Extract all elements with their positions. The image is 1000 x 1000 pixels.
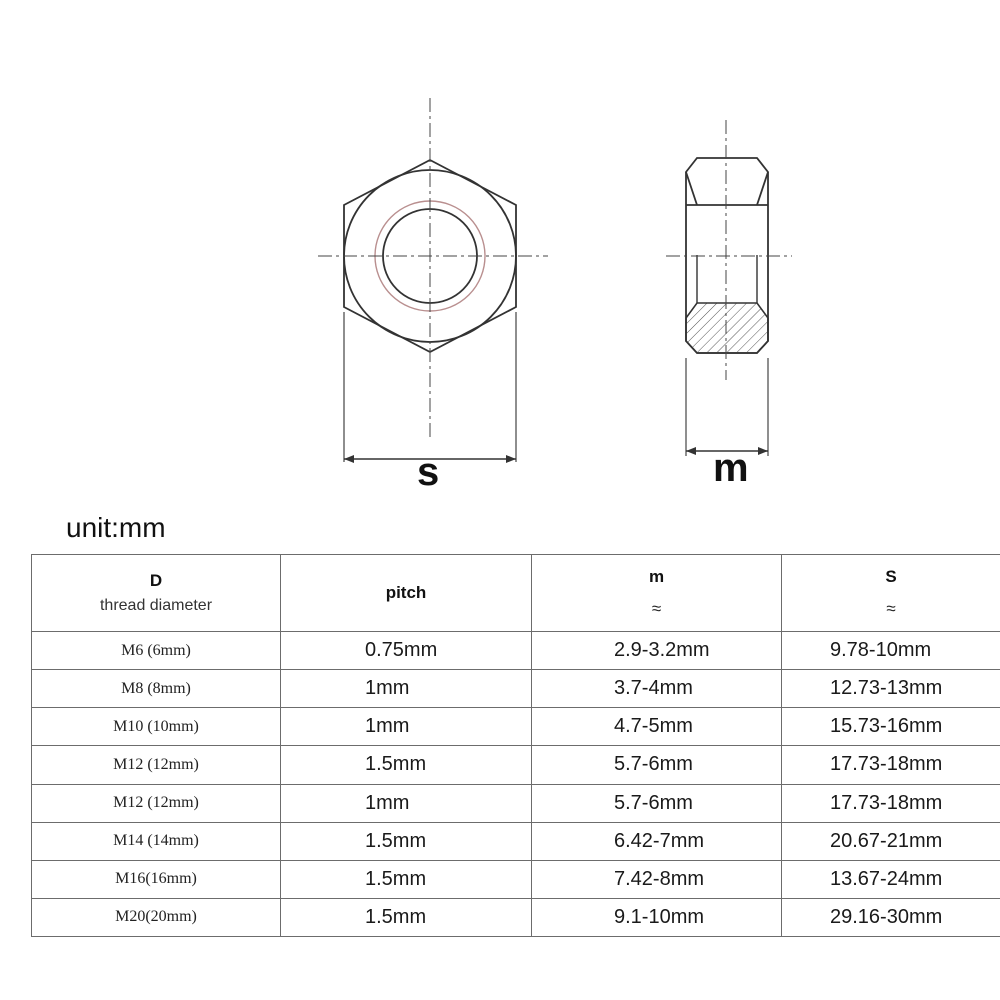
cell-s: 15.73-16mm	[782, 708, 1000, 746]
cell-d: M10 (10mm)	[32, 708, 281, 746]
table-header-row	[32, 555, 1000, 632]
cell-pitch: 1mm	[281, 708, 532, 746]
cell-pitch: 0.75mm	[281, 632, 532, 670]
cell-s: 13.67-24mm	[782, 860, 1000, 898]
cell-pitch: 1.5mm	[281, 860, 532, 898]
header-d: D	[149, 571, 163, 590]
table-row	[32, 822, 1000, 860]
table-row	[32, 784, 1000, 822]
header-m-label: m	[648, 567, 665, 586]
header-s	[782, 555, 1000, 632]
cell-d: M12 (12mm)	[32, 746, 281, 784]
header-s-approx: ≈	[886, 599, 896, 618]
cell-pitch: 1.5mm	[281, 822, 532, 860]
header-d-sub: thread diameter	[99, 597, 213, 614]
cell-s: 17.73-18mm	[782, 746, 1000, 784]
cell-s: 17.73-18mm	[782, 784, 1000, 822]
cell-d: M6 (6mm)	[32, 632, 281, 670]
cell-m: 5.7-6mm	[532, 746, 782, 784]
table-row	[32, 860, 1000, 898]
cell-s: 20.67-21mm	[782, 822, 1000, 860]
cell-m: 3.7-4mm	[532, 670, 782, 708]
cell-s: 9.78-10mm	[782, 632, 1000, 670]
cell-d: M8 (8mm)	[32, 670, 281, 708]
cell-pitch: 1mm	[281, 784, 532, 822]
cell-m: 7.42-8mm	[532, 860, 782, 898]
cell-d: M20(20mm)	[32, 898, 281, 936]
cell-d: M14 (14mm)	[32, 822, 281, 860]
header-pitch-label: pitch	[385, 583, 427, 602]
cell-s: 12.73-13mm	[782, 670, 1000, 708]
cell-pitch: 1.5mm	[281, 898, 532, 936]
cell-m: 9.1-10mm	[532, 898, 782, 936]
table-row	[32, 708, 1000, 746]
cell-s: 29.16-30mm	[782, 898, 1000, 936]
cell-d: M12 (12mm)	[32, 784, 281, 822]
cell-m: 5.7-6mm	[532, 784, 782, 822]
nut-spec-table	[31, 554, 1000, 937]
m-dimension-label: m	[713, 446, 749, 490]
cell-m: 6.42-7mm	[532, 822, 782, 860]
cell-m: 2.9-3.2mm	[532, 632, 782, 670]
header-thread-diameter	[32, 555, 281, 632]
table-row	[32, 670, 1000, 708]
cell-d: M16(16mm)	[32, 860, 281, 898]
header-m-approx: ≈	[651, 599, 662, 618]
nut-side-view	[666, 120, 792, 456]
header-pitch	[281, 555, 532, 632]
header-s-label: S	[885, 567, 897, 586]
nut-top-view	[318, 98, 548, 463]
s-dimension-label: s	[417, 450, 440, 494]
cell-m: 4.7-5mm	[532, 708, 782, 746]
header-m	[532, 555, 782, 632]
section-hatch	[686, 303, 768, 353]
cell-pitch: 1.5mm	[281, 746, 532, 784]
table-row	[32, 898, 1000, 936]
table-row	[32, 632, 1000, 670]
unit-label: unit:mm	[66, 512, 166, 543]
cell-pitch: 1mm	[281, 670, 532, 708]
table-row	[32, 746, 1000, 784]
